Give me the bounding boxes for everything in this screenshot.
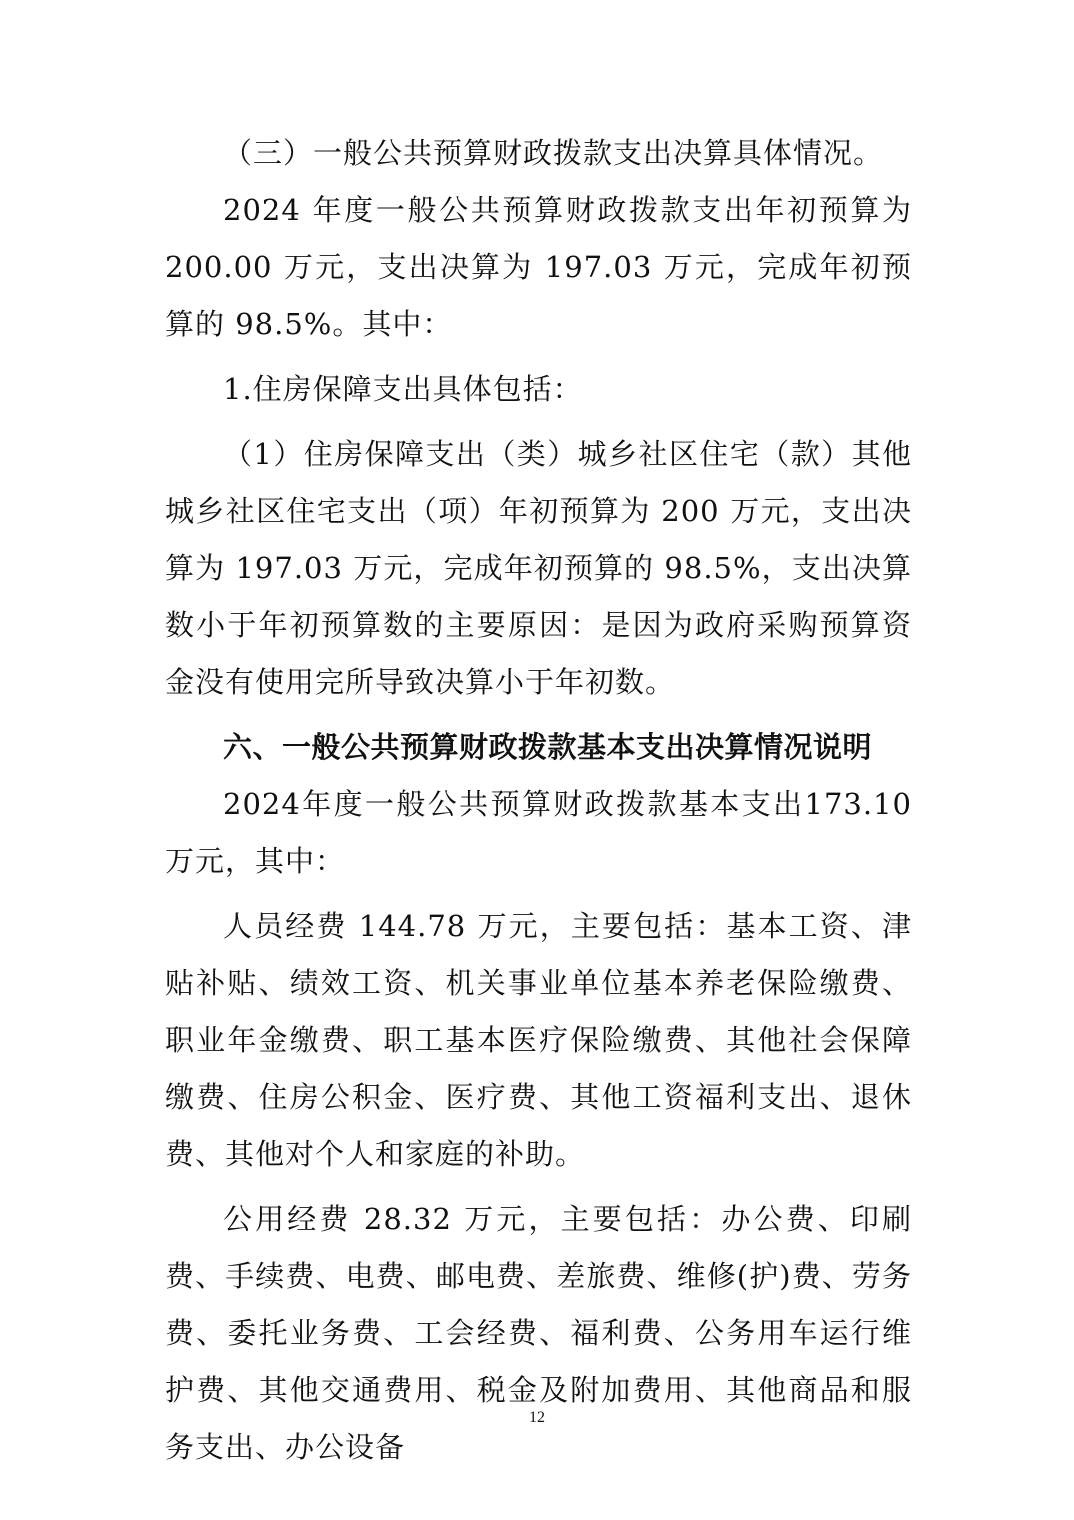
paragraph-summary: 2024 年度一般公共预算财政拨款支出年初预算为 200.00 万元，支出决算为 197.03 万元，完成年初预算的 98.5%。其中：: [165, 193, 912, 341]
paragraph-item-1-1: （1）住房保障支出（类）城乡社区住宅（款）其他城乡社区住宅支出（项）年初预算为 200 万元，支出决算为 197.03 万元，完成年初预算的 98.5%，支出决算数小于年初预算数的主要原因：是因为政府采购预算资金没有使用完所导致决算小于年初数。: [165, 437, 912, 699]
section-heading-6: 六、一般公共预算财政拨款基本支出决算情况说明: [223, 730, 873, 764]
paragraph-basic-total: 2024年度一般公共预算财政拨款基本支出173.10万元，其中：: [165, 787, 912, 878]
page-number: 12: [529, 1409, 545, 1426]
document-body: [165, 125, 912, 1476]
paragraph-personnel: 人员经费 144.78 万元，主要包括：基本工资、津贴补贴、绩效工资、机关事业单位基本养老保险缴费、职业年金缴费、职工基本医疗保险缴费、其他社会保障缴费、住房公积金、医疗费、其他工资福利支出、退休费、其他对个人和家庭的补助。: [165, 909, 912, 1171]
paragraph-item-1: 1.住房保障支出具体包括：: [223, 372, 583, 406]
sub-heading: （三）一般公共预算财政拨款支出决算具体情况。: [223, 136, 884, 170]
paragraph-public: 公用经费 28.32 万元，主要包括：办公费、印刷费、手续费、电费、邮电费、差旅费、维修(护)费、劳务费、委托业务费、工会经费、福利费、公务用车运行维护费、其他交通费用、税金及附加费用、其他商品和服务支出、办公设备: [165, 1202, 912, 1464]
